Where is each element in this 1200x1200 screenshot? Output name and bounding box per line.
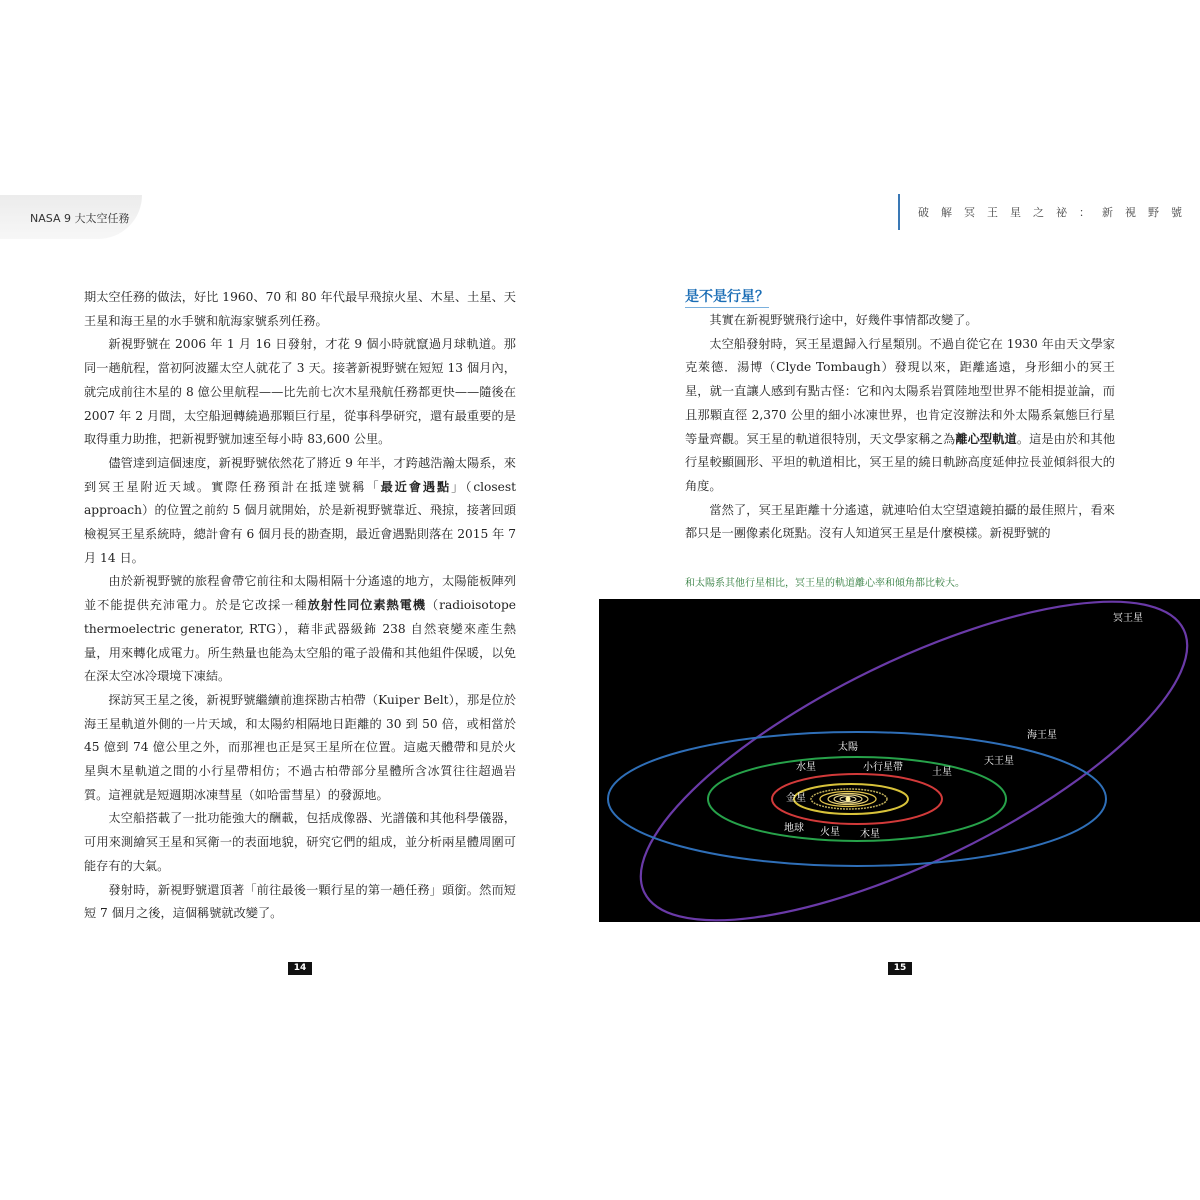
figure-caption: 和太陽系其他行星相比，冥王星的軌道離心率和傾角都比較大。	[685, 578, 965, 589]
left-paragraph-2: 新視野號在 2006 年 1 月 16 日發射，才花 9 個小時就竄過月球軌道。那同一趟航程，當初阿波羅太空人就花了 3 天。接著新視野號在短短 13 個月內，就完成前往木星的 8 億公里航程——比先前七次木星飛航任務都更快——隨後在 2007 年 2 月間，太空船迴轉繞過那顆巨行星，從事科學研究，還有最重要的是取得重力助推，把新視野號加速至每小時 83,600 公里。	[84, 337, 516, 447]
header-left-label: NASA 9 大太空任務	[30, 212, 130, 225]
uranus-orbit	[708, 757, 1006, 841]
left-paragraph-3	[84, 452, 516, 571]
sun-dot	[846, 797, 851, 802]
left-p4-text-a: 由於新視野號的旅程會帶它前往和太陽相隔十分遙遠的地方，太陽能板陣列並不能提供充沛電力。於是它改採一種	[84, 574, 516, 613]
label-mars: 火星	[820, 827, 840, 838]
header-right-title: 破解冥王星之祕：新視野號	[918, 206, 1194, 219]
right-paragraph-2	[685, 333, 1115, 499]
page-number-right: 15	[888, 962, 912, 975]
left-paragraph-4	[84, 570, 516, 689]
left-p3-text-a: 儘管達到這個速度，新視野號依然花了將近 9 年半，才跨越浩瀚太陽系，來到冥王星附近天域。實際任務預計在抵達號稱「	[84, 455, 516, 494]
right-p2-text-b: 。這是由於和其他行星較顯圓形、平坦的軌道相比，冥王星的繞日軌跡高度延伸拉長並傾斜很大的角度。	[685, 431, 1116, 493]
right-paragraph-1: 其實在新視野號飛行途中，好幾件事情都改變了。	[709, 313, 978, 327]
left-paragraph-6: 太空船搭載了一批功能強大的酬載，包括成像器、光譜儀和其他科學儀器，可用來測繪冥王星和冥衛一的表面地貌，研究它們的組成，並分析兩星體周圍可能存有的大氣。	[84, 811, 516, 873]
left-paragraph-5: 探訪冥王星之後，新視野號繼續前進探勘古柏帶（Kuiper Belt），那是位於海王星軌道外側的一片天域，和太陽約相隔地日距離的 30 到 50 倍，或相當於 45 億到 74 億公里之外，而那裡也正是冥王星所在位置。這處天體帶和見於火星與木星軌道之間的小行星帶相仿；不過古柏帶部分星體所含冰質往往超過岩質。這裡就是短週期冰凍彗星（如哈雷彗星）的發源地。	[84, 692, 516, 802]
page-number-left: 14	[288, 962, 312, 975]
label-asteroid-belt: 小行星帶	[863, 762, 903, 773]
right-paragraph-3: 當然了，冥王星距離十分遙遠，就連哈伯太空望遠鏡拍攝的最佳照片，看來都只是一團像素化斑點。沒有人知道冥王星是什麼模樣。新視野號的	[685, 502, 1115, 541]
label-saturn: 土星	[932, 767, 952, 778]
pluto-orbit	[601, 599, 1200, 922]
left-paragraph-1: 期太空任務的做法，好比 1960、70 和 80 年代最早飛掠火星、木星、土星、天王星和海王星的水手號和航海家號系列任務。	[84, 290, 516, 328]
label-uranus: 天王星	[984, 756, 1014, 767]
left-p4-bold: 放射性同位素熱電機	[307, 598, 426, 613]
label-earth: 地球	[784, 823, 804, 834]
left-paragraph-7: 發射時，新視野號還頂著「前往最後一顆行星的第一趟任務」頭銜。然而短短 7 個月之後，這個稱號就改變了。	[84, 882, 516, 921]
section-title: 是不是行星？	[685, 286, 769, 308]
left-p3-bold: 最近會遇點	[380, 479, 452, 494]
right-p2-bold: 離心型軌道	[955, 431, 1017, 446]
label-mercury: 水星	[796, 762, 816, 773]
header-right	[898, 194, 1200, 230]
left-p4-text-b: （radioisotope thermoelectric generator, RTG），藉非武器級鈽 238 自然衰變來產生熱量，用來轉化成電力。所生熱量也能為太空船的電子設備和其他組件保暖，以免在深太空冰冷環境下凍結。	[84, 598, 517, 684]
right-page-text	[685, 309, 1115, 546]
header-dotted-rule	[906, 224, 1200, 226]
label-pluto: 冥王星	[1113, 613, 1143, 624]
right-p2-text-a: 太空船發射時，冥王星還歸入行星類別。不過自從它在 1930 年由天文學家克萊德．湯博（Clyde Tombaugh）發現以來，距離遙遠，身形細小的冥王星，就一直讓人感到有點古怪：它和內太陽系岩質陸地型世界不能相提並論，而且那顆直徑 2,370 公里的細小冰凍世界，也肯定沒辦法和外太陽系氣態巨行星等量齊觀。冥王星的軌道很特別，天文學家稱之為	[685, 336, 1115, 446]
left-p3-text-b: 」（closest approach）的位置之前約 5 個月就開始，於是新視野號靠近、飛掠，接著回頭檢視冥王星系統時，總計會有 6 個月長的勘查期，最近會遇點則落在 2015 年 7 月 14 日。	[84, 479, 516, 565]
orbit-diagram	[599, 599, 1200, 922]
label-sun: 太陽	[838, 742, 858, 753]
header-left-tab	[0, 195, 142, 239]
left-page-text	[84, 286, 516, 926]
label-venus: 金星	[786, 793, 806, 804]
label-jupiter: 木星	[860, 829, 880, 840]
label-neptune: 海王星	[1027, 730, 1057, 741]
orbit-diagram-svg	[599, 599, 1200, 922]
